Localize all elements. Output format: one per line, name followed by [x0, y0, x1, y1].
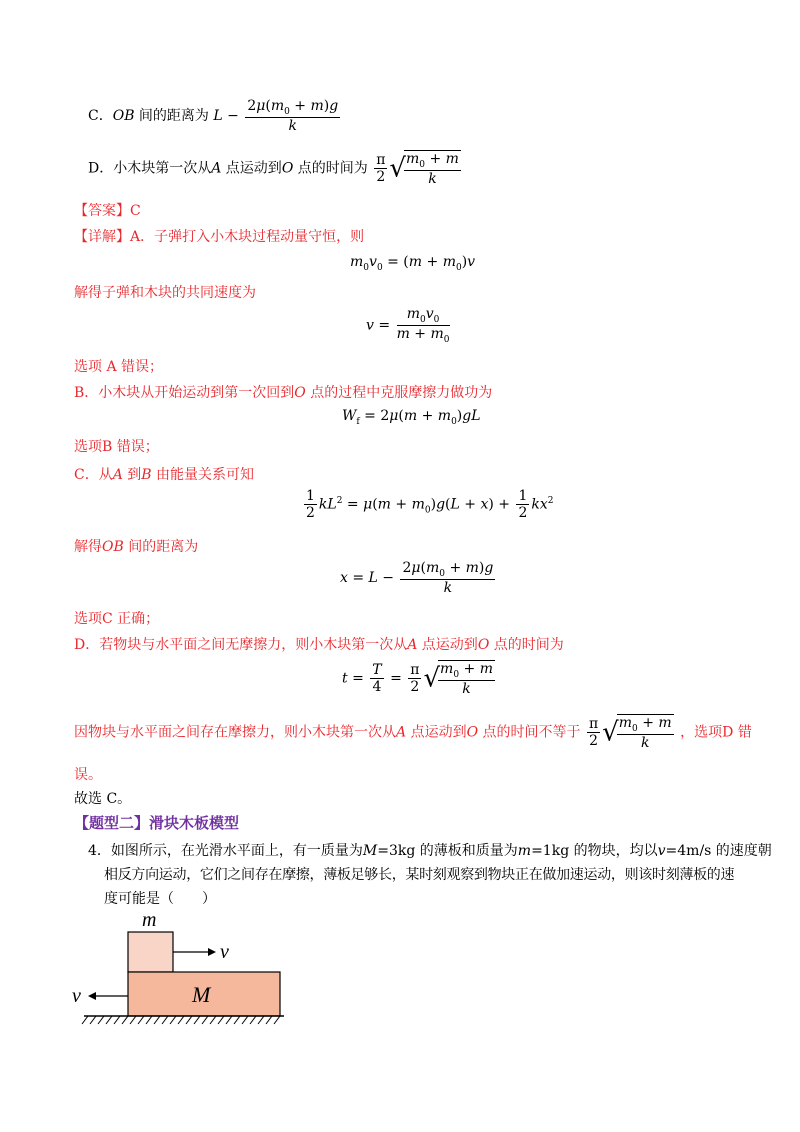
equation-6: t = $\frac{T}{4}$ = $\frac{\pi}{2}$ √ $\frac{m_0 + m}{k}$ — [342, 661, 493, 698]
block-label: m — [142, 909, 157, 931]
ground-hatching — [82, 1016, 280, 1024]
block-m — [128, 932, 173, 972]
d-text2: 点运动到 — [417, 637, 478, 653]
v-left-label: v — [72, 985, 81, 1007]
board-label: M — [192, 982, 211, 1007]
d-o: O — [477, 637, 490, 653]
detail-a-text: A．子弹打入小木块过程动量守恒，则 — [130, 229, 365, 245]
v-right-label: v — [220, 941, 229, 963]
solve-ob-text1: 解得 — [74, 539, 102, 555]
c-b: B — [141, 467, 152, 483]
option-c-ob: OB — [112, 108, 135, 125]
option-d — [88, 150, 463, 187]
d-concl-text4: ，选项D 错 — [680, 724, 752, 741]
option-c-formula: L − $\frac{2\mu(m_0 + m)g}{k}$ — [213, 98, 339, 135]
q4-line3: 度可能是（ ） — [104, 891, 216, 907]
answer-label: 【答案】 — [74, 203, 130, 219]
q4-M: M — [362, 843, 378, 859]
q4-line2: 相反方向运动，它们之间存在摩擦，薄板足够长，某时刻观察到物块正在做加速运动，则该时刻薄板的速 — [104, 867, 735, 883]
solve-ob-text2: 间的距离为 — [123, 539, 199, 555]
solve-v: 解得子弹和木块的共同速度为 — [74, 285, 256, 301]
option-d-a: A — [211, 160, 222, 177]
section-title: 【题型二】滑块木板模型 — [74, 814, 240, 832]
option-d-formula: $\frac{\pi}{2}$ √ $\frac{m_0 + m}{k}$ — [376, 151, 459, 188]
detail-a-line — [74, 226, 364, 246]
arrow-right-head — [208, 948, 216, 956]
arrow-left-head — [88, 992, 96, 1000]
d-text3: 点的时间为 — [489, 637, 564, 653]
d-concl-text2: 点运动到 — [406, 724, 467, 741]
b-text2: 点的过程中克服摩擦力做功为 — [305, 385, 493, 401]
d-concl-text1: 因物块与水平面之间存在摩擦力，则小木块第一次从 — [74, 724, 396, 741]
answer-value: C — [130, 203, 141, 219]
option-d-label: D． — [88, 160, 114, 177]
solve-ob — [74, 536, 198, 556]
d-concl-text3: 点的时间不等于 — [478, 724, 581, 741]
q4-text1c: =1kg 的物块，均以 — [531, 843, 658, 859]
c-right: 选项C 正确； — [74, 611, 160, 627]
equation-1: $m_0v_0 = (m + m_0)v$ — [350, 254, 476, 273]
c-a: A — [112, 467, 123, 483]
detail-label: 【详解】 — [74, 229, 130, 245]
detail-d-line — [74, 634, 564, 654]
option-c — [88, 98, 342, 134]
d-concl-o: O — [466, 724, 479, 741]
option-d-text3: 点的时间为 — [293, 160, 368, 177]
a-wrong: 选项 A 错误； — [74, 359, 164, 375]
d-conclusion — [74, 714, 752, 751]
d-concl-formula: $\frac{\pi}{2}$ √ $\frac{m_0 + m}{k}$ — [588, 715, 672, 752]
option-d-o: O — [281, 160, 294, 177]
c-text1: C．从 — [74, 467, 113, 483]
q4-m: m — [517, 843, 532, 859]
block-board-figure — [70, 904, 300, 1034]
c-text2: 到 — [122, 467, 142, 483]
equation-3: $W_f = 2\mu(m + m_0)gL$ — [342, 408, 481, 427]
d-a: A — [407, 637, 418, 653]
q4-line1 — [88, 840, 772, 860]
answer — [74, 200, 141, 220]
d-concl-a: A — [396, 724, 407, 741]
b-wrong: 选项B 错误； — [74, 439, 159, 455]
b-text1: B．小木块从开始运动到第一次回到 — [74, 385, 295, 401]
q4-text1: 4．如图所示，在光滑水平面上，有一质量为 — [88, 843, 363, 859]
d-text1: D．若物块与水平面之间无摩擦力，则小木块第一次从 — [74, 637, 408, 653]
option-d-text1: 小木块第一次从 — [113, 160, 212, 177]
solve-ob-ob: OB — [102, 539, 124, 555]
final-answer: 故选 C。 — [74, 791, 132, 807]
equation-2: v = $\frac{m_0v_0}{m + m_0}$ — [366, 306, 450, 345]
detail-c-line — [74, 464, 254, 484]
detail-b-line — [74, 382, 492, 402]
c-text3: 由能量关系可知 — [151, 467, 255, 483]
equation-4: $\frac{1}{2}$ $kL^2 = \mu(m + m_0)g(L + x)$ + $\frac{1}{2}$ $kx^2$ — [306, 488, 554, 522]
d-conclusion-cont: 误。 — [74, 767, 102, 783]
option-d-text2: 点运动到 — [221, 160, 282, 177]
q4-v: v — [657, 843, 666, 859]
equation-5: x = L − $\frac{2\mu(m_0 + m)g}{k}$ — [340, 560, 494, 597]
q4-text1d: =4m/s 的速度朝 — [665, 843, 772, 859]
option-c-text: 间的距离为 — [134, 108, 209, 125]
b-o: O — [294, 385, 306, 401]
q4-text1b: =3kg 的薄板和质量为 — [377, 843, 518, 859]
option-c-label: C． — [88, 108, 113, 125]
